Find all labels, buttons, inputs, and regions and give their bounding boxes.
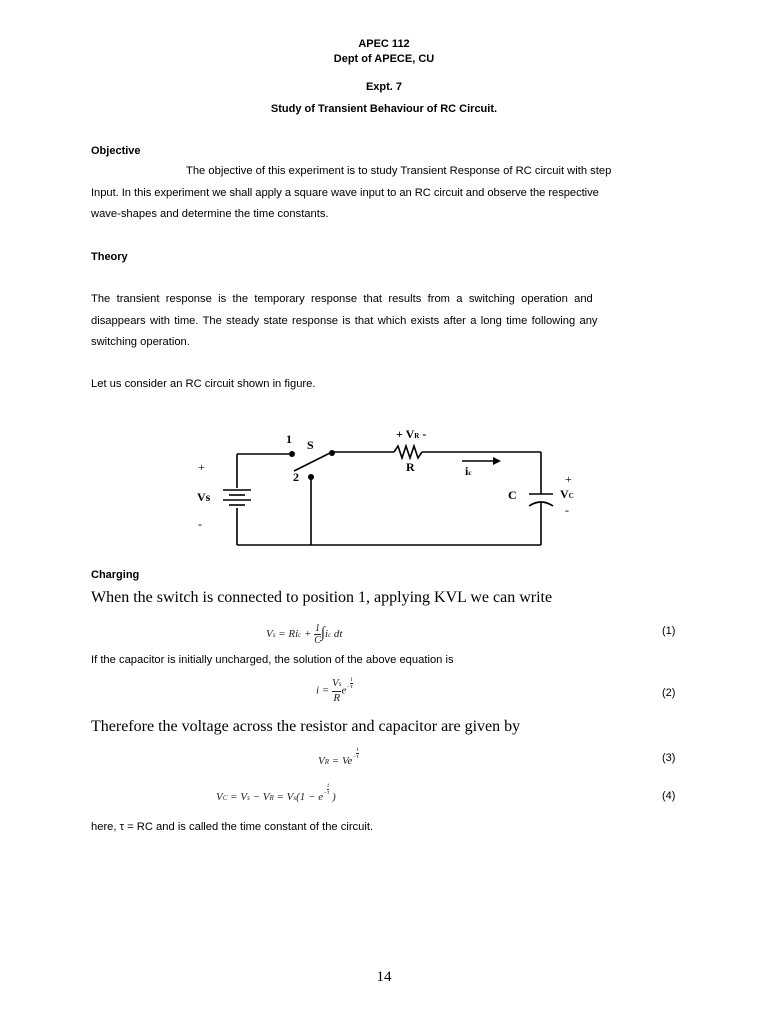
capacitor-minus-label: - [565,503,569,517]
switch-contact-1 [289,451,295,457]
therefore-text: Therefore the voltage across the resistor and capacitor are given by [91,718,521,735]
switch-arm [294,453,330,471]
objective-line-2: Input. In this experiment we shall apply a square wave input to an RC circuit and observe the respective [91,187,599,199]
switch-pivot [329,450,335,456]
equation-3-number: (3) [662,752,676,764]
charging-heading: Charging [91,569,140,581]
department: Dept of APECE, CU [333,53,435,65]
equation-3: VR = Ve− $\frac{t}{\tau}$ [318,747,359,767]
figure-intro: Let us consider an RC circuit shown in figure. [91,378,316,390]
theory-line-2: disappears with time. The steady state response is that which exists after a long time following any [91,315,598,327]
switch-contact-2 [308,474,314,480]
current-arrow-head [493,457,501,465]
theory-line-3: switching operation. [91,336,190,348]
resistor-voltage-label: + VR - [396,427,427,441]
capacitor-voltage-label: VC [560,487,574,501]
resistor-zigzag [394,446,422,458]
theory-line-1: The transient response is the temporary response that results from a switching operation and [91,293,593,305]
objective-line-3: wave-shapes and determine the time constants. [91,208,329,220]
switch-label: S [307,438,314,452]
source-plus-label: + [198,460,205,474]
course-code: APEC 112 [358,38,410,50]
equation-4: VC = Vs − VR = Vs(1 − e− $\frac{t}{\tau}$ ) [216,783,336,803]
theory-heading: Theory [91,251,128,263]
objective-line-1: The objective of this experiment is to study Transient Response of RC circuit with step [186,165,612,177]
switch-position-1-label: 1 [286,432,292,446]
experiment-number: Expt. 7 [365,81,403,93]
equation-2-number: (2) [662,687,676,699]
equation-1-number: (1) [662,625,676,637]
experiment-title: Study of Transient Behaviour of RC Circuit. [270,103,498,115]
current-label: ic [465,464,472,478]
equation-4-number: (4) [662,790,676,802]
resistor-label: R [406,460,415,474]
uncharged-text: If the capacitor is initially uncharged, the solution of the above equation is [91,654,454,666]
time-constant-text: here, τ = RC and is called the time constant of the circuit. [91,821,374,833]
objective-heading: Objective [91,145,141,157]
capacitor-label: C [508,488,517,502]
source-voltage-label: Vs [197,490,211,504]
capacitor-plus-label: + [565,472,572,486]
equation-2: i = $\frac{Vs}{R}$ e− $\frac{t}{\tau}$ [316,677,353,704]
charging-intro: When the switch is connected to position 1, applying KVL we can write [91,589,553,606]
equation-1: Vs = Ric + $\frac{1}{C}$ ∫ic dt [266,623,343,646]
source-minus-label: - [198,517,202,531]
switch-position-2-label: 2 [293,470,299,484]
page-number: 14 [376,969,392,985]
